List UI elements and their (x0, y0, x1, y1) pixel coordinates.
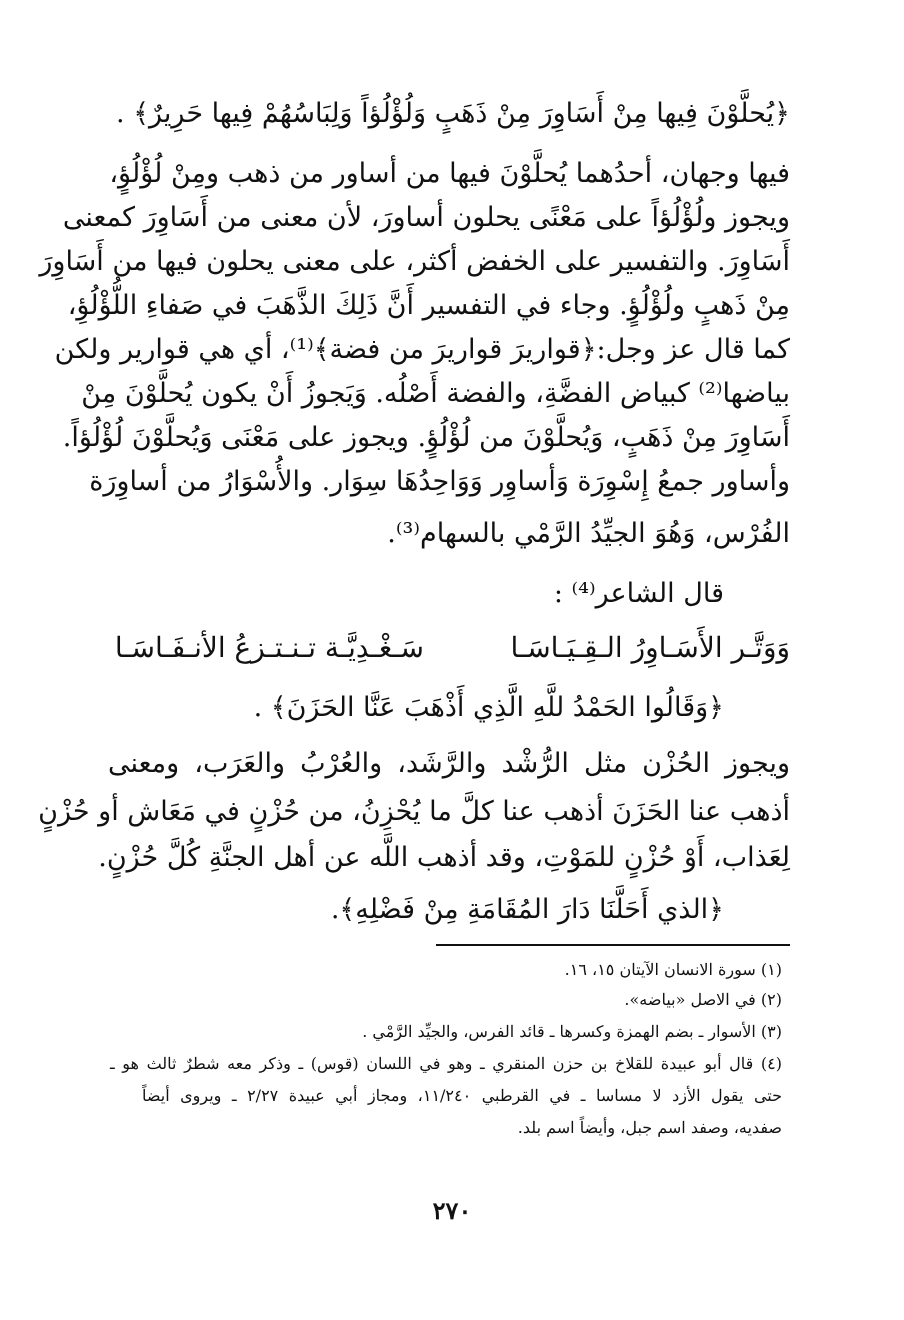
footnote-1: (١) سورة الانسان الآيتان ١٥، ١٦. (564, 960, 782, 979)
footnote-4-continuation: صفديه، وصفد اسم جبل، وأيضاً اسم بلد. (517, 1118, 782, 1137)
paragraph-line: الفُرْس، وَهُوَ الجيِّدُ الرَّمْي بالسهام⁽³⁾. (387, 518, 790, 549)
paragraph-line: كما قال عز وجل:﴿قواريرَ قواريرَ من فضة﴾⁽¹⁾، أي هي قوارير ولكن (54, 334, 790, 365)
paragraph-line: وأساور جمعُ إِسْوِرَة وَأساوِر وَوَاحِدُهَا سِوَار. والأُسْوَارُ من أساوِرَة (89, 466, 790, 497)
paragraph-line: ويجوز ولُؤْلُؤاً على مَعْنًى يحلون أساورَ، لأن معنى من أَسَاوِرَ كمعنى (62, 202, 790, 233)
quran-verse-1: ﴿يُحلَّوْنَ فِيها مِنْ أَسَاوِرَ مِنْ ذَهَبٍ وَلُؤْلُؤاً وَلِبَاسُهُمْ فِيها حَرِيرٌ﴾ . (116, 98, 790, 129)
poet-intro: قال الشاعر⁽⁴⁾ : (553, 578, 724, 609)
quran-verse-2: ﴿وَقَالُوا الحَمْدُ للَّهِ الَّذِي أَذْهَبَ عَنَّا الحَزَنَ﴾ . (253, 692, 724, 723)
footnote-4: (٤) قال أبو عبيدة للقلاخ بن حزن المنقري ـ وهو في اللسان (قوس) ـ وذكر معه شطرٌ ثالث هو ـ (110, 1054, 782, 1073)
page-number: ٢٧٠ (432, 1196, 472, 1225)
paragraph-line: لِعَذاب، أَوْ حُزْنٍ للمَوْتِ، وقد أذهب اللَّه عن أهل الجنَّةِ كُلَّ حُزْنٍ. (98, 842, 790, 873)
footnote-4-continuation: حتى يقول الأزد لا مساسا ـ في القرطبي ١١/٢٤٠، ومجاز أبي عبيدة ٢/٢٧ ـ ويروى أيضاً (142, 1086, 783, 1105)
poem-second-hemistich: سَـغْـدِيَّـة تـنـتـزعُ الأنـفَـاسَـا (114, 631, 424, 664)
paragraph-line: ويجوز الحُزْن مثل الرُّشْد والرَّشَد، والعُرْبُ والعَرَب، ومعنى (108, 748, 790, 779)
footnote-2: (٢) في الاصل «بياضه». (624, 990, 782, 1009)
paragraph-line: مِنْ ذَهبٍ ولُؤْلُؤٍ. وجاء في التفسير أَنَّ ذَلِكَ الذَّهَبَ في صَفاءِ اللُّؤْلُؤِ، (67, 290, 790, 321)
quran-verse-3: ﴿الذي أَحَلَّنَا دَارَ المُقَامَةِ مِنْ فَضْلِهِ﴾. (330, 894, 724, 925)
paragraph-line: أَسَاوِرَ مِنْ ذَهَبٍ، وَيُحلَّوْنَ من لُؤْلُؤٍ. ويجوز على مَعْنَى وَيُحلَّوْنَ لُؤْلُؤاً. (62, 422, 790, 453)
paragraph-line: أذهب عنا الحَزَنَ أذهب عنا كلَّ ما يُحْزِنُ، من حُزْنٍ في مَعَاش أو حُزْنٍ (38, 796, 790, 827)
poem-first-hemistich: وَوَتَّـر الأَسَـاوِرُ الـقِـيَـاسَـا (510, 631, 790, 664)
footnote-3: (٣) الأسوار ـ بضم الهمزة وكسرها ـ قائد الفرس، والجيِّد الرَّمْي . (362, 1022, 782, 1041)
paragraph-line: فيها وجهان، أحدُهما يُحلَّوْنَ فيها من أساور من ذهب ومِنْ لُؤْلُؤٍ، (109, 158, 790, 189)
footnote-separator (436, 944, 790, 946)
paragraph-line: بياضها⁽²⁾ كبياض الفضَّةِ، والفضة أَصْلُه. وَيَجوزُ أَنْ يكون يُحلَّوْنَ مِنْ (81, 378, 790, 409)
paragraph-line: أَسَاوِرَ. والتفسير على الخفض أكثر، على معنى يحلون فيها من أَسَاوِرَ (39, 246, 790, 277)
